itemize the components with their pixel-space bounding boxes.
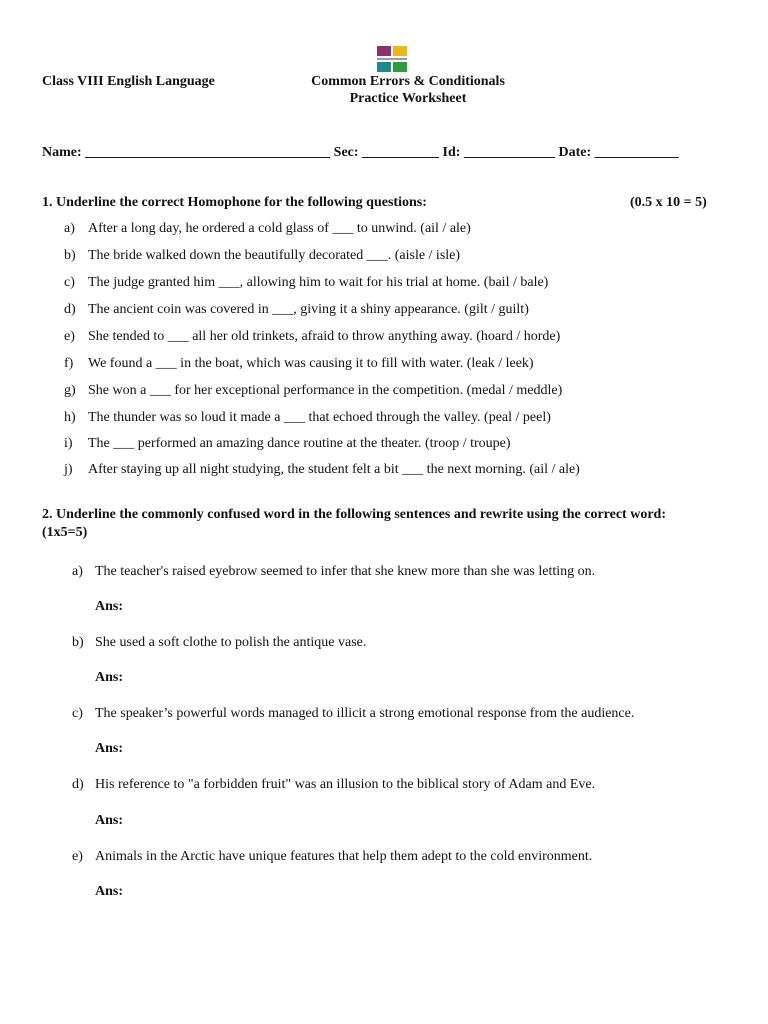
item-label: e)	[72, 849, 83, 864]
item-label: i)	[64, 436, 73, 451]
answer-label-b: Ans:	[95, 670, 124, 685]
logo-divider	[377, 58, 407, 60]
item-label: b)	[72, 635, 84, 650]
item-label: d)	[64, 302, 76, 317]
item-text: She tended to ___ all her old trinkets, afraid to throw anything away. (hoard / horde)	[88, 329, 561, 344]
item-label: b)	[64, 248, 76, 263]
date-label: Date:	[558, 145, 592, 160]
item-label: g)	[64, 383, 76, 398]
class-title: Class VIII English Language	[42, 74, 215, 89]
section2-heading: 2. Underline the commonly confused word in the following sentences and rewrite using the correct word:	[42, 507, 666, 522]
item-text: After a long day, he ordered a cold glass of ___ to unwind. (ail / ale)	[88, 221, 471, 236]
item-text: She won a ___ for her exceptional performance in the competition. (medal / meddle)	[88, 383, 563, 398]
answer-label-e: Ans:	[95, 884, 124, 899]
name-field[interactable]: ___________________________________	[85, 145, 331, 160]
item-label: f)	[64, 356, 74, 371]
item-text: The ___ performed an amazing dance routine at the theater. (troop / troupe)	[88, 436, 511, 451]
item-text: We found a ___ in the boat, which was causing it to fill with water. (leak / leek)	[88, 356, 534, 371]
sec-field[interactable]: ___________	[362, 145, 440, 160]
item-label: a)	[72, 564, 83, 579]
worksheet-subtitle: Practice Worksheet	[349, 91, 467, 106]
item-label: a)	[64, 221, 75, 236]
item-text: After staying up all night studying, the student felt a bit ___ the next morning. (ail / ale)	[88, 462, 580, 477]
logo-purple-square	[377, 46, 391, 56]
id-field[interactable]: _____________	[463, 145, 555, 160]
logo-yellow-square	[393, 46, 407, 56]
section1-marks: (0.5 x 10 = 5)	[630, 195, 707, 210]
item-text: The thunder was so loud it made a ___ that echoed through the valley. (peal / peel)	[88, 410, 551, 425]
item-text: The speaker’s powerful words managed to illicit a strong emotional response from the audience.	[95, 706, 635, 721]
logo-green-square	[393, 62, 407, 72]
answer-label-d: Ans:	[95, 813, 124, 828]
item-text: His reference to "a forbidden fruit" was an illusion to the biblical story of Adam and Eve.	[95, 777, 596, 792]
item-text: Animals in the Arctic have unique features that help them adept to the cold environment.	[95, 849, 593, 864]
item-text: The judge granted him ___, allowing him to wait for his trial at home. (bail / bale)	[88, 275, 549, 290]
item-label: c)	[64, 275, 75, 290]
item-label: j)	[64, 462, 73, 477]
name-label: Name:	[42, 145, 82, 160]
item-label: h)	[64, 410, 76, 425]
answer-label-c: Ans:	[95, 741, 124, 756]
item-text: The ancient coin was covered in ___, giving it a shiny appearance. (gilt / guilt)	[88, 302, 529, 317]
item-label: c)	[72, 706, 83, 721]
logo-teal-square	[377, 62, 391, 72]
item-label: d)	[72, 777, 84, 792]
student-info-line	[42, 145, 742, 161]
school-logo	[377, 46, 409, 74]
item-text: The bride walked down the beautifully decorated ___. (aisle / isle)	[88, 248, 461, 263]
item-label: e)	[64, 329, 75, 344]
date-field[interactable]: ____________	[594, 145, 679, 160]
id-label: Id:	[442, 145, 461, 160]
answer-label-a: Ans:	[95, 599, 124, 614]
item-text: She used a soft clothe to polish the antique vase.	[95, 635, 367, 650]
item-text: The teacher's raised eyebrow seemed to infer that she knew more than she was letting on.	[95, 564, 596, 579]
worksheet-title: Common Errors & Conditionals	[311, 74, 505, 89]
section1-heading: 1. Underline the correct Homophone for the following questions:	[42, 195, 427, 210]
section2-marks: (1x5=5)	[42, 525, 88, 540]
sec-label: Sec:	[333, 145, 359, 160]
